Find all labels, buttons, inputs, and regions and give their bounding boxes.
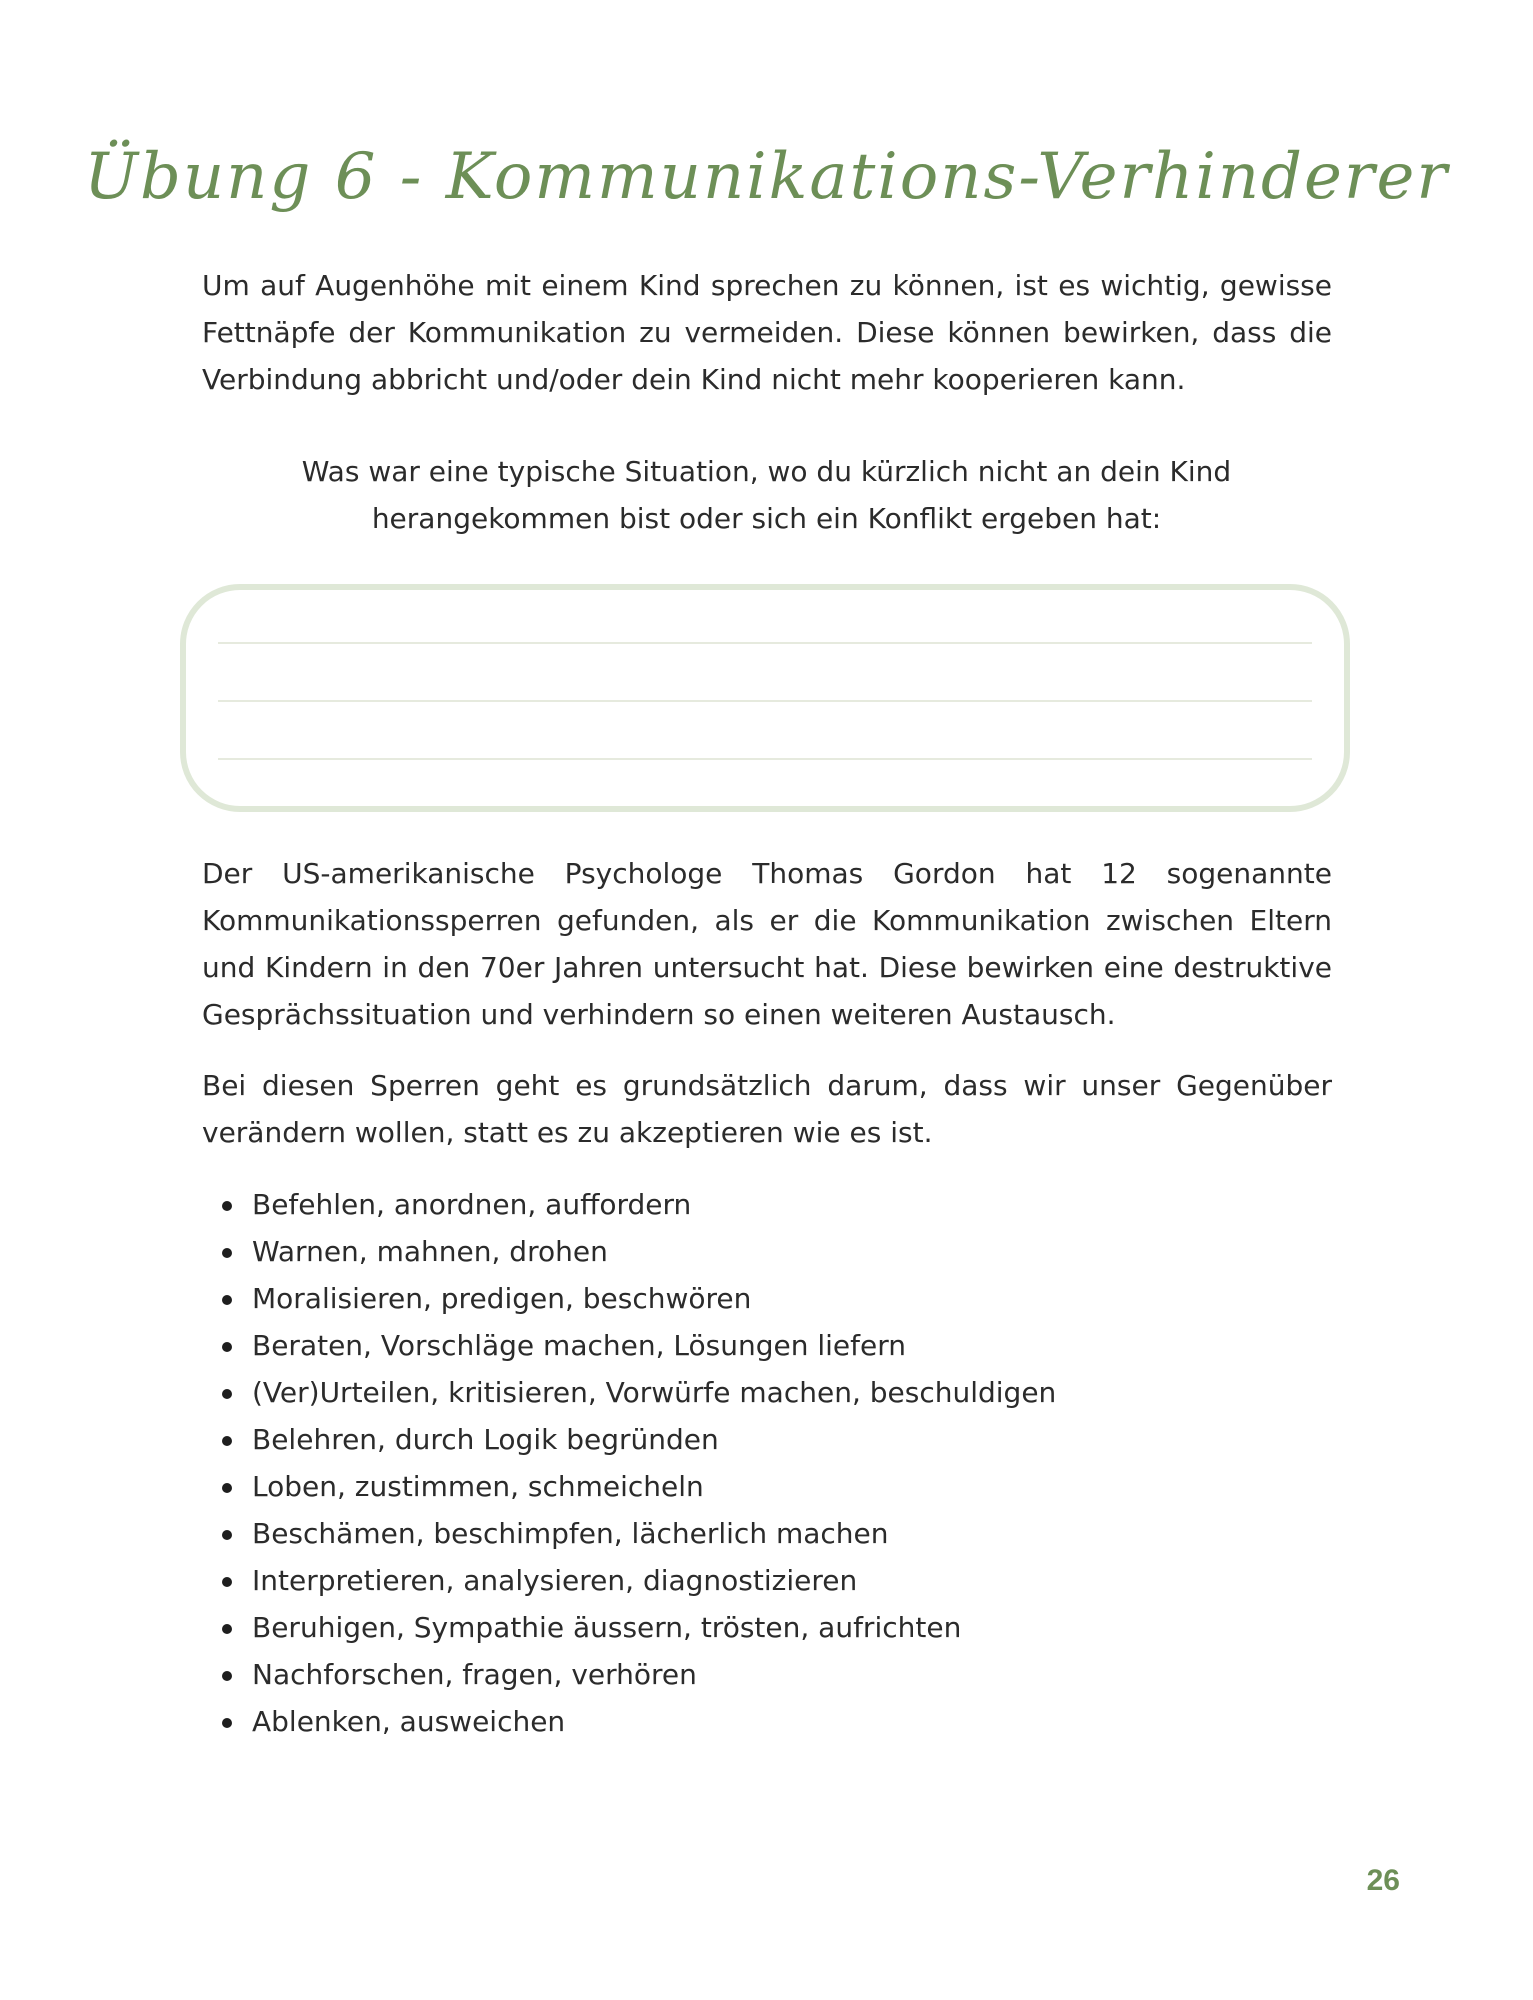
exercise-prompt: Was war eine typische Situation, wo du kürzlich nicht an dein Kind herangekommen bist oder sich ein Konflikt ergeben hat: [301,455,1232,535]
list-item: Befehlen, anordnen, auffordern [218,1181,1056,1228]
list-item: Loben, zustimmen, schmeicheln [218,1463,1056,1510]
list-item: Beraten, Vorschläge machen, Lösungen liefern [218,1322,1056,1369]
list-item: Beruhigen, Sympathie äussern, trösten, aufrichten [218,1604,1056,1651]
answer-writing-box[interactable] [180,584,1350,812]
barrier-list [218,1181,1056,1745]
page-title: Übung 6 - Kommunikations-Verhinderer [84,140,1449,214]
list-item: Beschämen, beschimpfen, lächerlich machen [218,1510,1056,1557]
writing-line [218,642,1312,644]
list-item: (Ver)Urteilen, kritisieren, Vorwürfe machen, beschuldigen [218,1369,1056,1416]
list-item: Moralisieren, predigen, beschwören [218,1275,1056,1322]
barriers-intro-paragraph: Bei diesen Sperren geht es grundsätzlich darum, dass wir unser Gegenüber verändern wollen, statt es zu akzeptieren wie es ist. [202,1069,1332,1149]
intro-paragraph: Um auf Augenhöhe mit einem Kind sprechen zu können, ist es wichtig, gewisse Fettnäpfe der Kommunikation zu vermeiden. Diese können bewirken, dass die Verbindung abbricht und/oder dein Kind nicht mehr kooperieren kann. [202,269,1332,396]
list-item: Interpretieren, analysieren, diagnostizieren [218,1557,1056,1604]
list-item: Nachforschen, fragen, verhören [218,1651,1056,1698]
list-item: Warnen, mahnen, drohen [218,1228,1056,1275]
list-item: Belehren, durch Logik begründen [218,1416,1056,1463]
writing-line [218,700,1312,702]
writing-line [218,758,1312,760]
page-number: 26 [1366,1864,1400,1897]
list-item: Ablenken, ausweichen [218,1698,1056,1745]
gordon-paragraph: Der US-amerikanische Psychologe Thomas Gordon hat 12 sogenannte Kommunikationssperren gefunden, als er die Kommunikation zwischen Eltern und Kindern in den 70er Jahren untersucht hat. Diese bewirken eine destruktive Gesprächssituation und verhindern so einen weiteren Austausch. [202,857,1332,1031]
